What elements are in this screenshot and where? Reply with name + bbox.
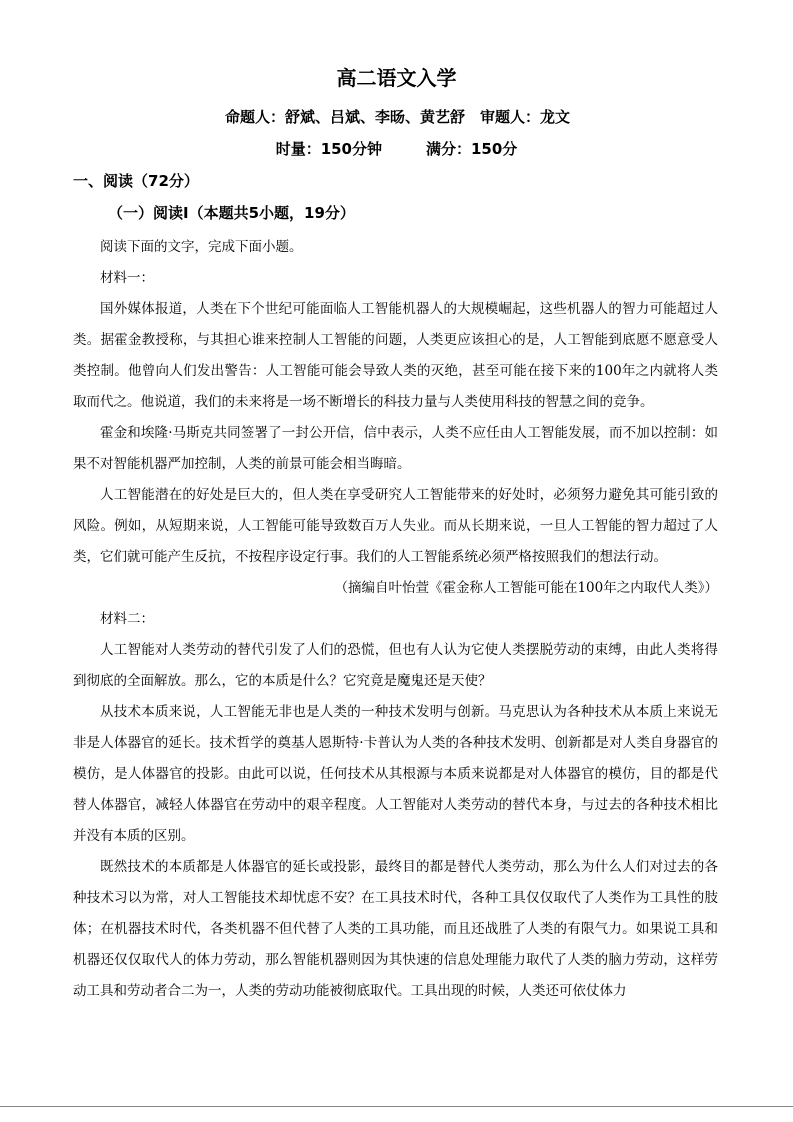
exam-time-score [0,138,793,159]
source-citation: （摘编自叶怡萱《霍金称人工智能可能在100年之内取代人类》） [334,580,718,596]
subsection-heading: （一）阅读Ⅰ（本题共5小题，19分） [108,204,355,222]
exam-authors: 命题人：舒斌、吕斌、李旸、黄艺舒 审题人：龙文 [224,108,570,126]
paragraph: 人工智能潜在的好处是巨大的，但人类在享受研究人工智能带来的好处时，必须努力避免其可能引致的风险。例如，从短期来说，人工智能可能导致数百万人失业。而从长期来说，一旦人工智能的智力超过了人类，它们就可能产生反抗，不按程序设定行事。我们的人工智能系统必须严格按照我们的想法行动。 [73,487,718,565]
paragraph: 人工智能对人类劳动的替代引发了人们的恐慌，但也有人认为它使人类摆脱劳动的束缚，由此人类将得到彻底的全面解放。那么，它的本质是什么？它究竟是魔鬼还是天使？ [73,642,718,689]
paragraph: 阅读下面的文字，完成下面小题。 [100,239,303,255]
exam-score: 满分：150分 [426,140,518,158]
page-bottom-rule [0,1106,793,1107]
paragraph: 霍金和埃隆·马斯克共同签署了一封公开信，信中表示，人类不应任由人工智能发展，而不加以控制：如果不对智能机器严加控制，人类的前景可能会相当晦暗。 [73,425,718,472]
paragraph: 从技术本质来说，人工智能无非也是人类的一种技术发明与创新。马克思认为各种技术从本质上来说无非是人体器官的延长。技术哲学的奠基人恩斯特·卡普认为人类的各种技术发明、创新都是对人类自身器官的模仿，是人体器官的投影。由此可以说，任何技术从其根源与本质来说都是对人体器官的模仿，目的都是代替人体器官，减轻人体器官在劳动中的艰辛程度。人工智能对人类劳动的替代本身，与过去的各种技术相比并没有本质的区别。 [73,704,718,844]
paragraph: 材料二： [100,611,154,627]
exam-title: 高二语文入学 [336,66,457,90]
paragraph: 既然技术的本质都是人体器官的延长或投影，最终目的都是替代人类劳动，那么为什么人们对过去的各种技术习以为常，对人工智能技术却忧虑不安？在工具技术时代，各种工具仅仅取代了人类作为工具性的肢体；在机器技术时代，各类机器不但代替了人类的工具功能，而且还战胜了人类的有限气力。如果说工具和机器还仅仅取代人的体力劳动，那么智能机器则因为其快速的信息处理能力取代了人类的脑力劳动，这样劳动工具和劳动者合二为一，人类的劳动功能被彻底取代。工具出现的时候，人类还可依仗体力 [73,859,718,999]
paragraph: 国外媒体报道，人类在下个世纪可能面临人工智能机器人的大规模崛起，这些机器人的智力可能超过人类。据霍金教授称，与其担心谁来控制人工智能的问题，人类更应该担心的是，人工智能到底愿不愿意受人类控制。他曾向人们发出警告：人工智能可能会导致人类的灭绝，甚至可能在接下来的100年之内就将人类取而代之。他说道，我们的未来将是一场不断增长的科技力量与人类使用科技的智慧之间的竞争。 [73,301,718,410]
exam-time: 时量：150分钟 [275,140,382,158]
section-heading: 一、阅读（72分） [73,172,199,190]
document-body [73,232,718,1007]
paragraph: 材料一： [100,270,154,286]
